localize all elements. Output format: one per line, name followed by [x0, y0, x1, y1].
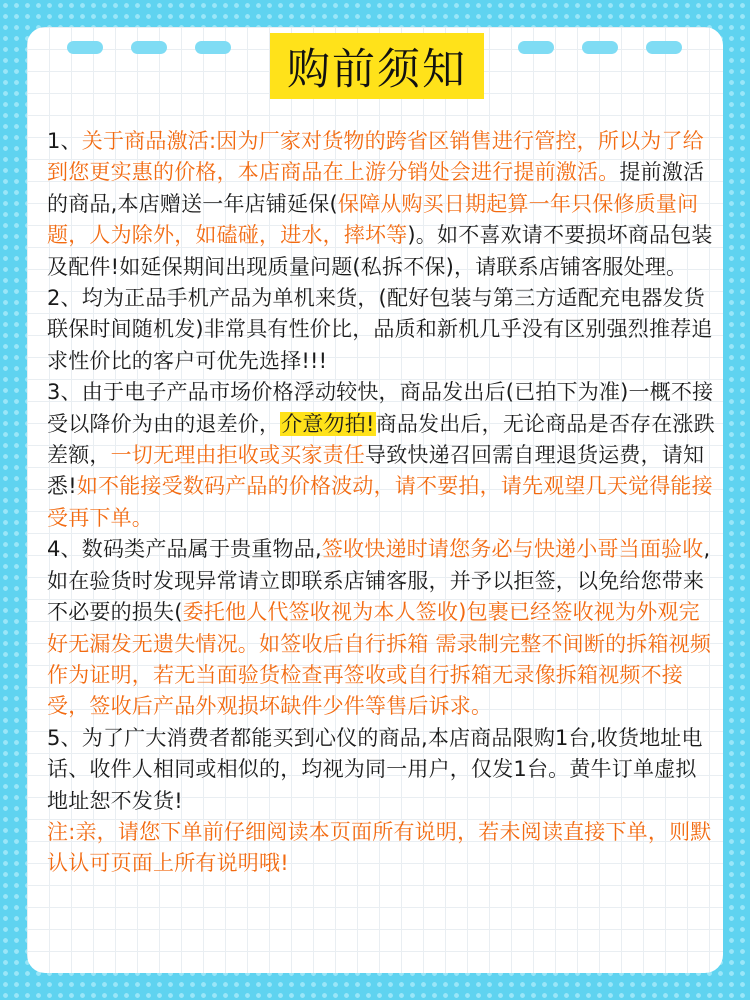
text-run-orange: 保障从购买日期起算一年只保修质量问题，人为除外，如磕碰，进水，摔坏等	[47, 191, 699, 248]
text-run: 3、由于电子产品市场价格浮动较快，商品发出后(已拍下为准)一概不接受以降价为由的退差价，	[47, 380, 714, 436]
text-run: 1、	[47, 129, 82, 153]
notice-content	[47, 126, 717, 880]
text-run-orange: 如不能接受数码产品的价格波动，请不要拍，请先观望几天觉得能接受再下单。	[47, 474, 713, 530]
title-banner	[270, 33, 484, 99]
decor-dot	[582, 41, 618, 54]
decor-dot	[131, 41, 167, 54]
notice-item-3	[47, 377, 717, 534]
text-run: 2、均为正品手机产品为单机来货，(配好包装与第三方适配充电器发货联保时间随机发)非常具有性价比，品质和新机几乎没有区别强烈推荐追求性价比的客户可优先选择!!!	[47, 286, 713, 373]
text-run: 商品发出后，无论商品是否存在涨跌差额，	[47, 411, 715, 468]
notice-item-1	[47, 126, 717, 283]
decor-dot	[195, 41, 231, 54]
text-run-orange: 注:亲，请您下单前仔细阅读本页面所有说明，若未阅读直接下单，则默认认可页面上所有说明哦!	[47, 819, 712, 876]
notice-item-5	[47, 723, 717, 817]
decor-dot	[646, 41, 682, 54]
text-run: ,如在验货时发现异常请立即联系店铺客服，并予以拒签，以免给您带来不必要的损失(	[47, 537, 711, 625]
notice-item-2	[47, 283, 717, 377]
page-title: 购前须知	[287, 44, 467, 95]
decor-dot	[67, 41, 103, 54]
highlight-warning: 介意勿拍!	[281, 411, 375, 436]
text-run: )。如不喜欢请不要损坏商品包装及配件!如延保期间出现质量问题(私拆不保)，请联系店铺客服处理。	[47, 223, 713, 279]
text-run-orange: 委托他人代签收视为本人签收)包裹已经签收视为外观完好无漏发无遗失情况。如签收后自行拆箱 需录制完整不间断的拆箱视频作为证明，若无当面验货检查再签收或自行拆箱无录像拆箱视频不接受，签收后产品外观损坏缺件少件等售后诉求。	[47, 600, 712, 719]
text-run-orange: 关于商品激活:因为厂家对货物的跨省区销售进行管控，所以为了给到您更实惠的价格，本店商品在上游分销处会进行提前激活。	[47, 129, 704, 185]
text-run: 5、为了广大消费者都能买到心仪的商品,本店商品限购1台,收货地址电话、收件人相同或相似的，均视为同一用户，仅发1台。黄牛订单虚拟地址恕不发货!	[47, 725, 703, 813]
decor-dot	[518, 41, 554, 54]
text-run-orange: 一切无理由拒收或买家责任	[110, 443, 366, 468]
text-run: 导致快递召回需自理退货运费，请知悉!	[47, 443, 705, 499]
text-run-orange: 签收快递时请您务必与快递小哥当面验收	[321, 537, 704, 562]
text-run: 4、数码类产品属于贵重物品,	[47, 537, 322, 562]
text-run: 提前激活的商品,本店赠送一年店铺延保(	[47, 160, 705, 216]
notice-footnote	[47, 817, 717, 880]
notice-item-4	[47, 534, 717, 722]
